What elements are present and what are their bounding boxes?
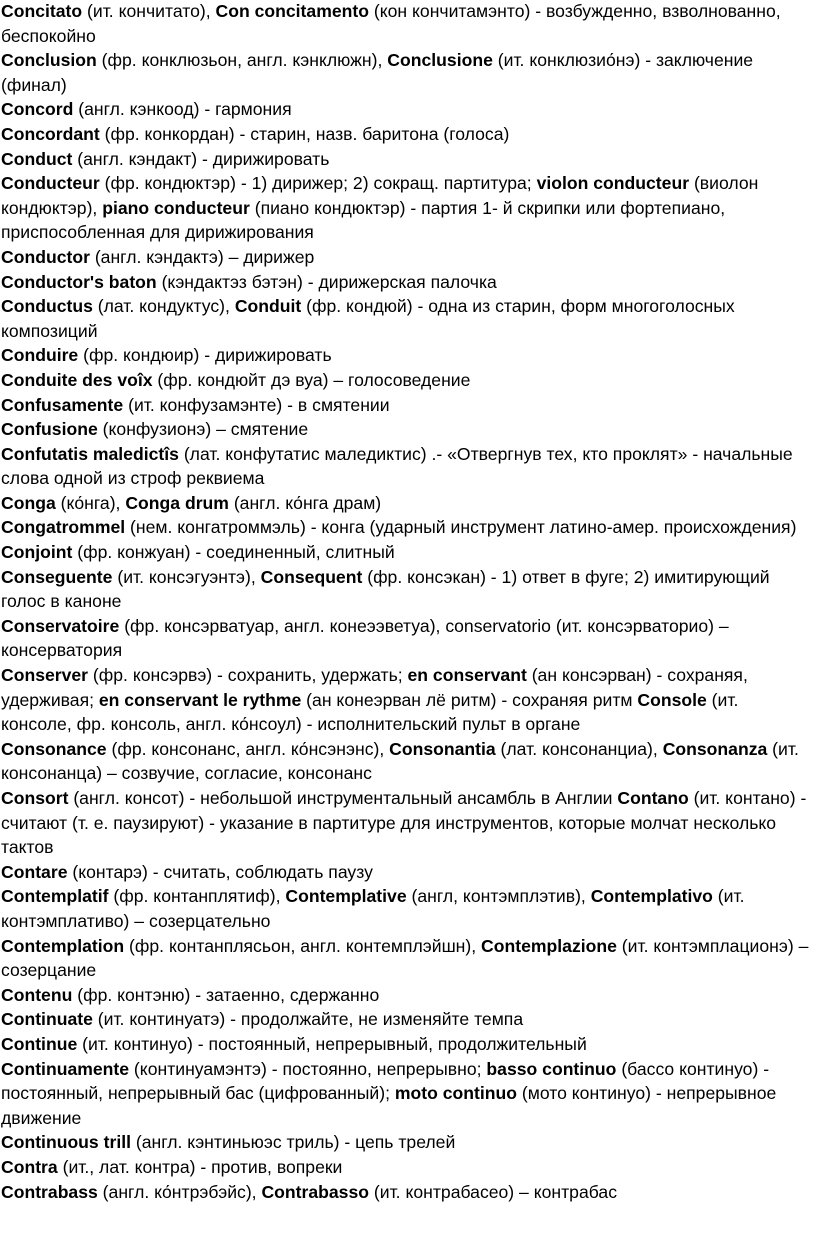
entry-text: (ит. контэмплативо) – созерцательно <box>1 886 745 931</box>
entry-text: (ит. консоле, фр. консоль, англ. ко́нсоул) - исполнительский пульт в органе <box>1 689 739 735</box>
entry-text: (ан конеэрван лё ритм) - сохраняя ритм <box>301 689 638 710</box>
entry-text: (нем. конгатроммэль) - конга (ударный инструмент латино-амер. происхождения) <box>125 517 797 538</box>
entry-text: (ит. контано) - считают (т. е. паузируют) - указание в партитуре для инструментов, которые молчат несколько тактов <box>1 788 807 858</box>
dictionary-entry <box>1 122 812 147</box>
entry-term: Contrabass <box>1 1181 98 1202</box>
entry-text: (англ. кэнтиньюэс триль) - цепь трелей <box>130 1132 456 1153</box>
entry-term: Continue <box>1 1033 78 1054</box>
entry-term: Contemplatif <box>1 886 109 907</box>
entry-term: Contare <box>1 861 68 882</box>
entry-term: Conseguente <box>1 566 113 587</box>
dictionary-entry <box>1 663 812 737</box>
entry-term: Contemplation <box>1 935 125 956</box>
entry-text: (фр. кондюй) - одна из старин, форм многоголосных композиций <box>1 296 735 341</box>
entry-text: (виолон кондюктэр), <box>1 173 759 218</box>
dictionary-entry <box>1 1130 812 1155</box>
entry-text: (фр. кондюктэр) - 1) дирижер; 2) сокращ. партитура; <box>99 173 537 194</box>
entry-term: Con concitamento <box>215 1 369 21</box>
entry-text: (фр. кондюир) - дирижировать <box>78 345 332 366</box>
dictionary-entry <box>1 983 812 1008</box>
entry-text: (мото континуо) - непрерывное движение <box>1 1083 777 1128</box>
entry-term: Contemplazione <box>481 935 617 956</box>
entry-text: (континуамэнтэ) - постоянно, непрерывно; <box>129 1058 487 1079</box>
entry-text: (фр. консонанс, англ. ко́нсэнэнс), <box>106 738 390 759</box>
entry-term: moto continuo <box>394 1083 517 1104</box>
entry-text: (контарэ) - считать, соблюдать паузу <box>67 861 373 882</box>
entry-text: (кон кончитамэнто) - возбужденно, взволнованно, беспокойно <box>1 1 781 46</box>
entry-text: (фр. консэкан) - 1) ответ в фуге; 2) имитирующий голос в каноне <box>1 566 770 612</box>
dictionary-entry <box>1 97 812 122</box>
entry-term: Consequent <box>260 566 363 587</box>
dictionary-entries <box>1 0 812 1204</box>
entry-term: basso continuo <box>486 1058 617 1079</box>
entry-term: Conduct <box>1 148 73 169</box>
entry-text: (англ. кэнкоод) - гармония <box>73 99 292 120</box>
entry-term: Conjoint <box>1 542 73 563</box>
entry-term: Contemplativo <box>590 886 713 907</box>
dictionary-entry <box>1 934 812 983</box>
entry-term: Congatrommel <box>1 517 126 538</box>
entry-term: Concitato <box>1 1 83 21</box>
entry-term: en conservant <box>407 665 527 686</box>
entry-term: Contra <box>1 1156 58 1177</box>
dictionary-entry <box>1 368 812 393</box>
entry-text: (бассо континуо) - постоянный, непрерывный бас (цифрованный); <box>1 1058 770 1104</box>
entry-text: (англ. ко́нга драм) <box>228 492 382 513</box>
entry-term: violon conducteur <box>536 173 690 194</box>
entry-text: (ит. консонанца) – созвучие, согласие, консонанс <box>1 738 799 784</box>
entry-text: (ит. консэгуэнтэ), <box>112 566 261 587</box>
dictionary-entry <box>1 147 812 172</box>
dictionary-entry <box>1 442 812 491</box>
entry-text: (ит. контэмплационэ) – созерцание <box>1 935 809 981</box>
entry-text: (ит. кончитато), <box>82 1 216 21</box>
entry-term: Consonanza <box>662 738 768 759</box>
entry-text: (англ. ко́нтрэбэйс), <box>97 1181 262 1202</box>
entry-term: Concordant <box>1 123 100 144</box>
entry-term: Concord <box>1 99 74 120</box>
entry-text: (фр. конжуан) - соединенный, слитный <box>72 542 395 563</box>
entry-term: Conga drum <box>125 492 229 513</box>
entry-text: (англ, контэмплэтив), <box>406 886 591 907</box>
entry-text: (фр. контэню) - затаенно, сдержанно <box>72 984 380 1005</box>
entry-text: (ит. контрабасео) – контрабас <box>369 1181 618 1202</box>
dictionary-entry <box>1 48 812 97</box>
dictionary-entry <box>1 0 812 48</box>
dictionary-entry <box>1 1032 812 1057</box>
entry-text: (кэндактэз бэтэн) - дирижерская палочка <box>156 271 497 292</box>
dictionary-entry <box>1 491 812 516</box>
entry-term: en conservant le rythme <box>98 689 302 710</box>
entry-term: Continuous trill <box>1 1132 131 1153</box>
entry-text: (фр. контанплятиф), <box>108 886 286 907</box>
dictionary-entry <box>1 786 812 860</box>
entry-term: Contano <box>617 788 689 808</box>
entry-term: Consort <box>1 788 69 808</box>
entry-text: (фр. контанплясьон, англ. контемплэйшн), <box>124 935 482 956</box>
entry-term: Console <box>637 689 707 710</box>
dictionary-entry <box>1 245 812 270</box>
entry-term: Conducteur <box>1 173 100 194</box>
dictionary-entry <box>1 565 812 614</box>
entry-text: (конфузионэ) – смятение <box>97 419 309 440</box>
entry-term: Conductus <box>1 296 93 317</box>
entry-term: Confusione <box>1 419 98 440</box>
dictionary-entry <box>1 270 812 295</box>
dictionary-entry <box>1 515 812 540</box>
entry-term: Contrabasso <box>261 1181 369 1202</box>
dictionary-entry <box>1 1155 812 1180</box>
dictionary-entry <box>1 614 812 663</box>
dictionary-entry <box>1 343 812 368</box>
entry-text: (фр. консэрвэ) - сохранить, удержать; <box>88 665 408 686</box>
entry-term: Conclusion <box>1 50 97 71</box>
dictionary-entry <box>1 1007 812 1032</box>
entry-text: (ит., лат. контра) - против, вопреки <box>57 1156 343 1177</box>
dictionary-entry <box>1 540 812 565</box>
entry-term: Consonance <box>1 738 107 759</box>
entry-term: Consonantia <box>389 738 496 759</box>
entry-term: Confutatis maledictîs <box>1 443 179 464</box>
dictionary-entry <box>1 1057 812 1131</box>
entry-text: (лат. консонанциа), <box>495 738 663 759</box>
entry-text: (ит. конфузамэнте) - в смятении <box>123 394 390 415</box>
dictionary-entry <box>1 1180 812 1205</box>
entry-text: (ит. континуатэ) - продолжайте, не изменяйте темпа <box>92 1009 524 1030</box>
entry-text: (ит. континуо) - постоянный, непрерывный, продолжительный <box>77 1033 587 1054</box>
entry-term: Conga <box>1 492 56 513</box>
entry-text: (ит. конклюзио́нэ) - заключение (финал) <box>1 50 754 95</box>
entry-term: Conductor's baton <box>1 271 157 292</box>
entry-text: (ко́нга), <box>55 492 126 513</box>
entry-term: Conductor <box>1 246 90 267</box>
entry-term: Contemplative <box>285 886 407 907</box>
entry-term: Confusamente <box>1 394 124 415</box>
entry-text: (ан консэрван) - сохраняя, удерживая; <box>1 665 748 710</box>
entry-term: Continuate <box>1 1009 93 1030</box>
dictionary-entry <box>1 737 812 786</box>
entry-text: (фр. консэрватуар, англ. конеээветуа), conservatorio (ит. консэрваторио) – консерватория <box>1 615 729 661</box>
dictionary-entry <box>1 860 812 885</box>
entry-text: (фр. конклюзьон, англ. кэнклюжн), <box>96 50 388 71</box>
entry-term: Conservatoire <box>1 615 120 636</box>
entry-term: Conduit <box>234 296 302 317</box>
dictionary-entry <box>1 171 812 245</box>
entry-term: Conclusione <box>387 50 493 71</box>
entry-term: Conserver <box>1 665 89 686</box>
dictionary-entry <box>1 294 812 343</box>
entry-text: (фр. кондюйт дэ вуа) – голосоведение <box>152 369 471 390</box>
entry-text: (фр. конкордан) - старин, назв. баритона (голоса) <box>99 123 510 144</box>
entry-text: (лат. кондуктус), <box>92 296 235 317</box>
entry-term: Conduire <box>1 345 79 366</box>
entry-text: (англ. консот) - небольшой инструментальный ансамбль в Англии <box>68 788 618 808</box>
entry-term: piano conducteur <box>102 197 250 218</box>
entry-term: Contenu <box>1 984 73 1005</box>
dictionary-entry <box>1 417 812 442</box>
entry-term: Continuamente <box>1 1058 130 1079</box>
entry-text: (лат. конфутатис маледиктис) .- «Отвергнув тех, кто проклят» - начальные слова одной из строф реквиема <box>1 443 793 489</box>
dictionary-entry <box>1 884 812 933</box>
entry-text: (пиано кондюктэр) - партия 1- й скрипки или фортепиано, приспособленная для дирижирования <box>1 197 726 243</box>
entry-term: Conduite des voîx <box>1 369 153 390</box>
dictionary-entry <box>1 393 812 418</box>
entry-text: (англ. кэндактэ) – дирижер <box>89 246 315 267</box>
entry-text: (англ. кэндакт) - дирижировать <box>72 148 330 169</box>
